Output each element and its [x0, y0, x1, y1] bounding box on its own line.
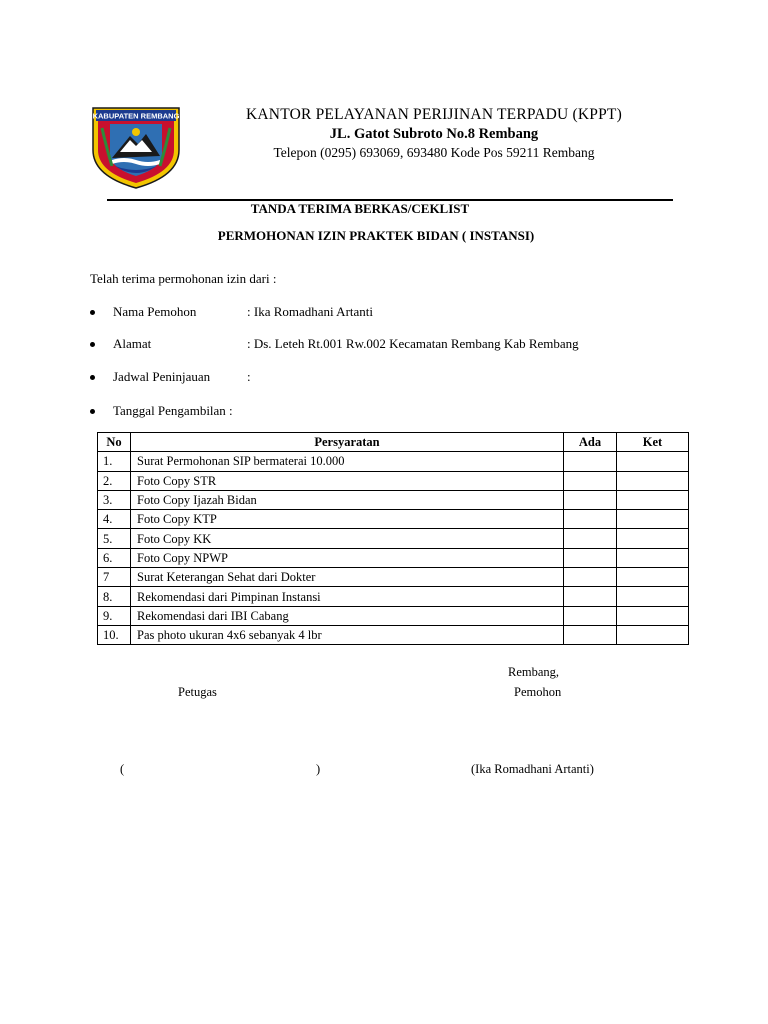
requirement-cell: Foto Copy KK [131, 529, 564, 548]
table-row [98, 606, 689, 625]
table-row [98, 625, 689, 644]
row-number: 2. [98, 471, 131, 490]
row-number: 4. [98, 510, 131, 529]
ada-cell [564, 606, 617, 625]
logo-label: KABUPATEN REMBANG [92, 111, 180, 121]
column-header-requirement: Persyaratan [131, 433, 564, 452]
requirement-cell: Rekomendasi dari Pimpinan Instansi [131, 587, 564, 606]
row-number: 5. [98, 529, 131, 548]
table-row [98, 529, 689, 548]
row-number: 10. [98, 625, 131, 644]
requirement-cell: Foto Copy Ijazah Bidan [131, 490, 564, 509]
bullet-icon [90, 342, 95, 347]
row-number: 1. [98, 452, 131, 471]
requirement-cell: Rekomendasi dari IBI Cabang [131, 606, 564, 625]
ket-cell [617, 490, 689, 509]
bullet-icon [90, 375, 95, 380]
field-label: Alamat [113, 336, 152, 351]
document-title: TANDA TERIMA BERKAS/CEKLIST [250, 201, 470, 216]
table-header-row [98, 433, 689, 452]
row-number: 3. [98, 490, 131, 509]
ket-cell [617, 625, 689, 644]
table-row [98, 471, 689, 490]
ket-cell [617, 452, 689, 471]
ada-cell [564, 529, 617, 548]
table-row [98, 490, 689, 509]
column-header-no: No [98, 433, 131, 452]
ket-cell [617, 587, 689, 606]
field-value: : [247, 369, 251, 384]
field-value: : Ds. Leteh Rt.001 Rw.002 Kecamatan Rembang Kab Rembang [247, 336, 579, 351]
requirement-cell: Foto Copy NPWP [131, 548, 564, 567]
ada-cell [564, 587, 617, 606]
bullet-icon [90, 409, 95, 414]
ket-cell [617, 529, 689, 548]
ket-cell [617, 510, 689, 529]
kabupaten-rembang-logo [90, 106, 182, 190]
row-number: 8. [98, 587, 131, 606]
ada-cell [564, 452, 617, 471]
bullet-icon [90, 310, 95, 315]
office-contact: Telepon (0295) 693069, 693480 Kode Pos 59211 Rembang [273, 145, 595, 160]
ada-cell [564, 548, 617, 567]
ket-cell [617, 548, 689, 567]
requirement-cell: Foto Copy KTP [131, 510, 564, 529]
requirement-cell: Surat Permohonan SIP bermaterai 10.000 [131, 452, 564, 471]
ada-cell [564, 625, 617, 644]
ada-cell [564, 568, 617, 587]
office-address: JL. Gatot Subroto No.8 Rembang [329, 126, 539, 142]
officer-name-close-paren: ) [316, 762, 321, 776]
field-value: : Ika Romadhani Artanti [247, 304, 374, 319]
ket-cell [617, 471, 689, 490]
ada-cell [564, 490, 617, 509]
document-subtitle: PERMOHONAN IZIN PRAKTEK BIDAN ( INSTANSI) [217, 228, 535, 243]
table-row [98, 548, 689, 567]
table-row [98, 510, 689, 529]
field-label: Tanggal Pengambilan : [113, 403, 233, 418]
row-number: 9. [98, 606, 131, 625]
ada-cell [564, 471, 617, 490]
requirement-cell: Surat Keterangan Sehat dari Dokter [131, 568, 564, 587]
table-row [98, 587, 689, 606]
requirement-cell: Pas photo ukuran 4x6 sebanyak 4 lbr [131, 625, 564, 644]
applicant-name: (Ika Romadhani Artanti) [471, 762, 594, 776]
office-name: KANTOR PELAYANAN PERIJINAN TERPADU (KPPT) [246, 106, 622, 123]
table-row [98, 452, 689, 471]
requirements-table [97, 432, 689, 645]
column-header-ada: Ada [564, 433, 617, 452]
field-label: Jadwal Peninjauan [113, 369, 211, 384]
intro-text: Telah terima permohonan izin dari : [90, 271, 277, 286]
field-label: Nama Pemohon [113, 304, 197, 319]
officer-label: Petugas [178, 685, 217, 699]
table-row [98, 568, 689, 587]
applicant-label: Pemohon [514, 685, 562, 699]
row-number: 6. [98, 548, 131, 567]
ket-cell [617, 606, 689, 625]
column-header-ket: Ket [617, 433, 689, 452]
signature-place: Rembang, [508, 665, 560, 679]
row-number: 7 [98, 568, 131, 587]
officer-name-open-paren: ( [120, 762, 125, 776]
ada-cell [564, 510, 617, 529]
ket-cell [617, 568, 689, 587]
requirement-cell: Foto Copy STR [131, 471, 564, 490]
